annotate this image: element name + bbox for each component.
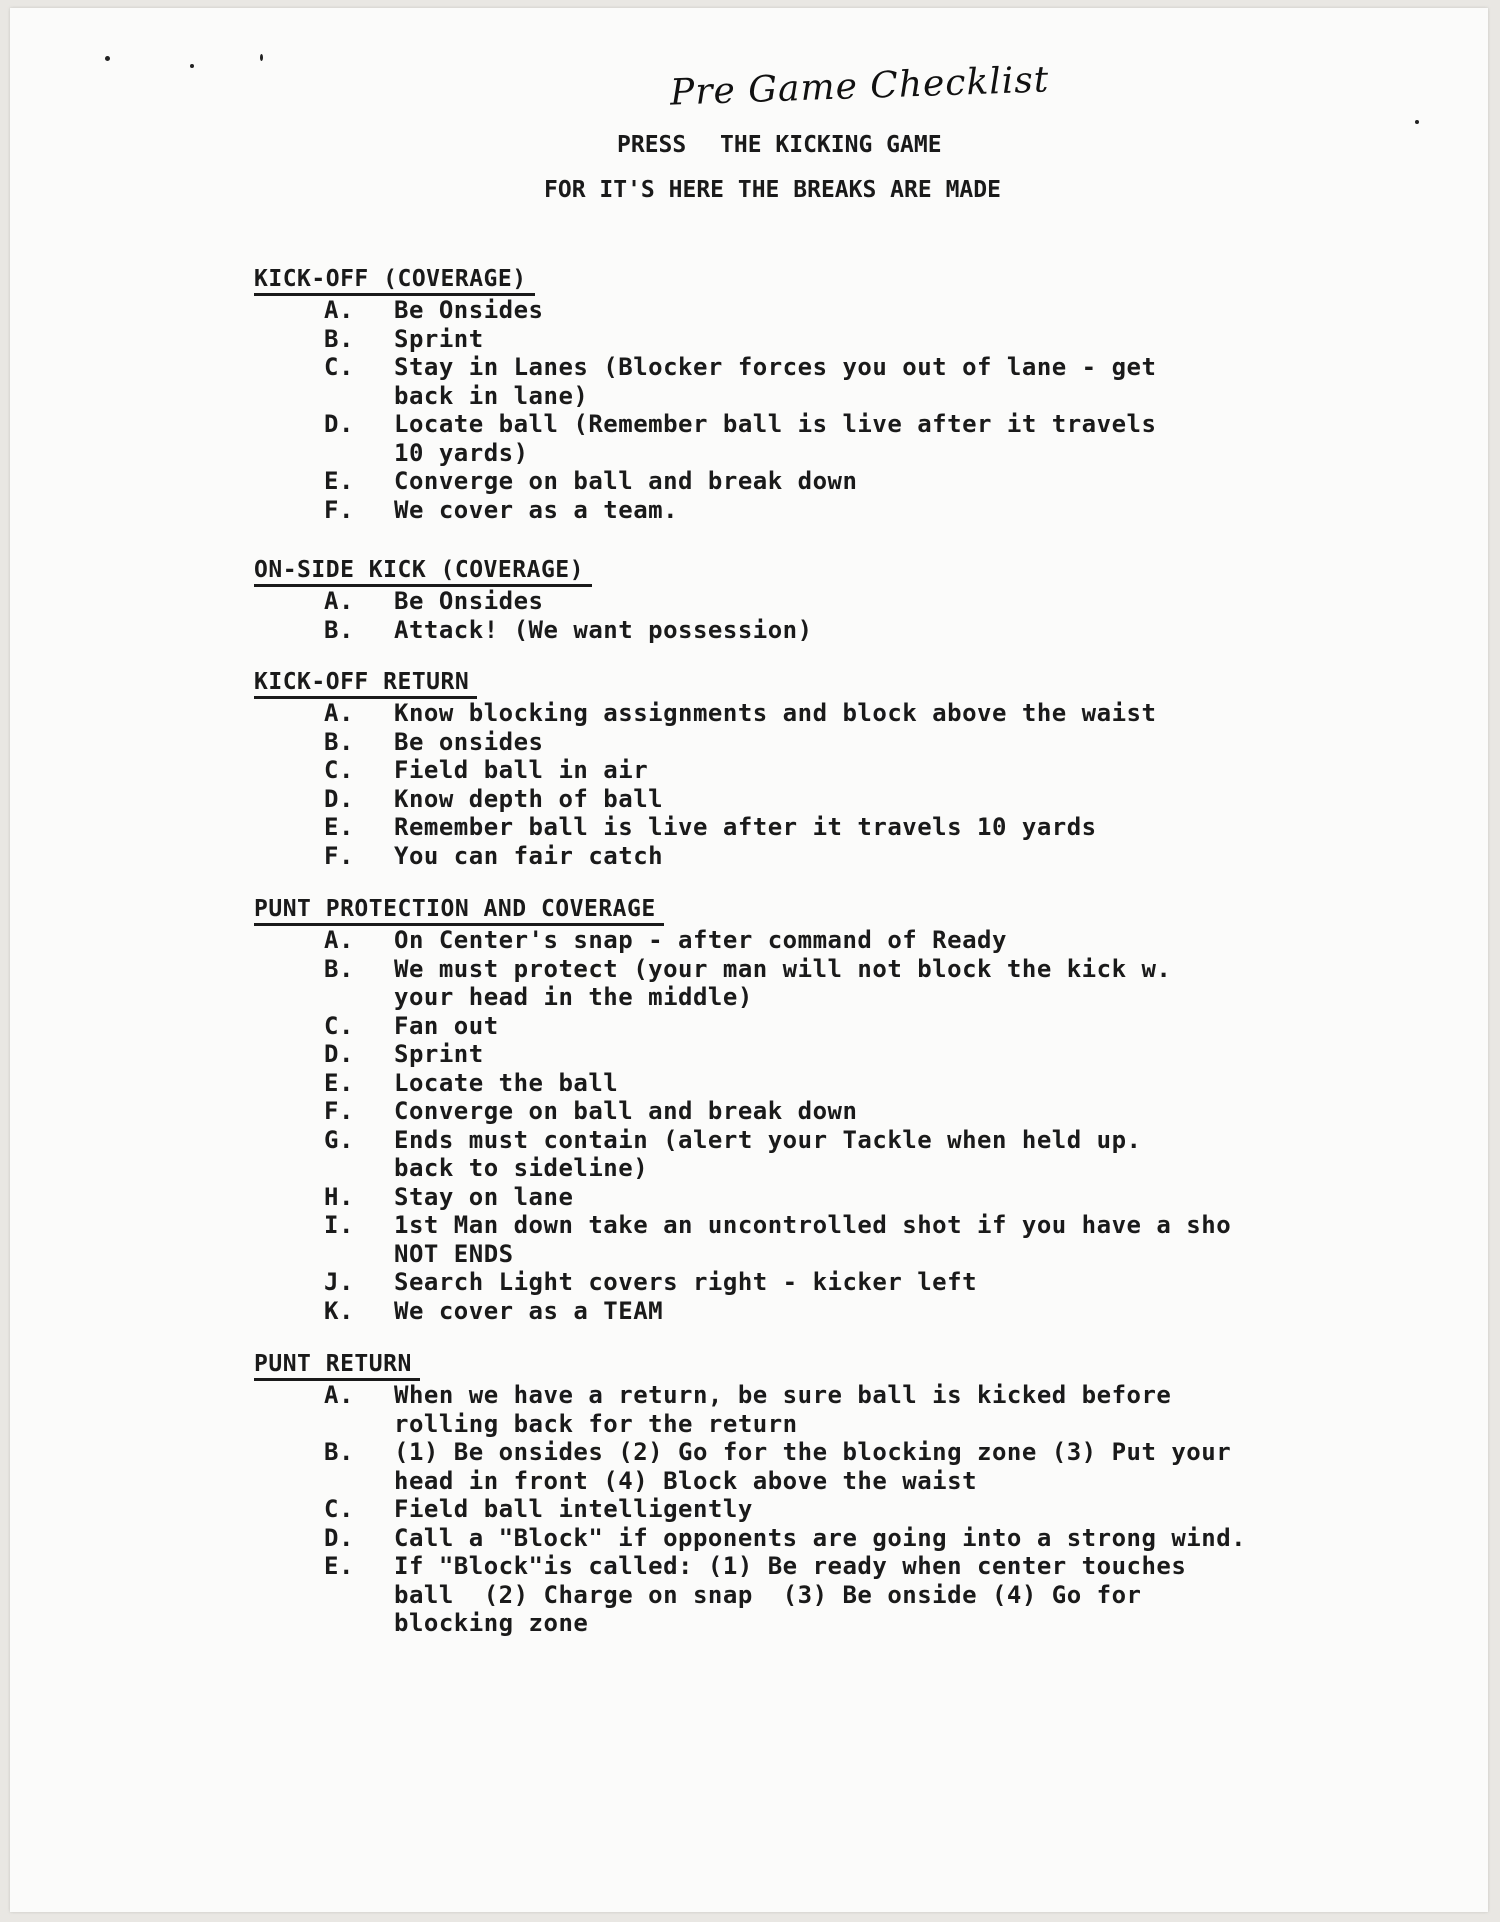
item-text: When we have a return, be sure ball is kicked before rolling back for the return bbox=[394, 1381, 1172, 1438]
checklist-item bbox=[254, 842, 1344, 871]
item-text: Converge on ball and break down bbox=[394, 467, 858, 495]
item-text: Be Onsides bbox=[394, 296, 544, 324]
item-text: Search Light covers right - kicker left bbox=[394, 1268, 978, 1296]
checklist-item bbox=[254, 616, 1344, 645]
checklist-item bbox=[254, 325, 1344, 354]
item-text: Fan out bbox=[394, 1011, 499, 1040]
section-heading: ON-SIDE KICK (COVERAGE) bbox=[254, 556, 592, 587]
item-letter: B. bbox=[324, 727, 354, 756]
item-letter: E. bbox=[324, 467, 354, 495]
item-text: Know depth of ball bbox=[394, 784, 664, 813]
item-letter: E. bbox=[324, 1068, 354, 1097]
item-text: If "Block"is called: (1) Be ready when center touches ball (2) Charge on snap (3) Be onside (4) Go for blocking zone bbox=[394, 1552, 1187, 1637]
section-on-side-kick-coverage bbox=[254, 556, 1344, 644]
section-kick-off-return bbox=[254, 668, 1344, 870]
item-text: Locate the ball bbox=[394, 1068, 619, 1097]
item-letter: C. bbox=[324, 756, 354, 784]
item-letter: H. bbox=[324, 1182, 354, 1211]
item-text: Call a "Block" if opponents are going into a strong wind. bbox=[394, 1523, 1247, 1552]
title-line-2: FOR IT'S HERE THE BREAKS ARE MADE bbox=[544, 177, 1001, 203]
checklist-item bbox=[254, 1211, 1344, 1268]
item-text: (1) Be onsides (2) Go for the blocking zone (3) Put your head in front (4) Block above the waist bbox=[394, 1438, 1232, 1495]
item-text: Know blocking assignments and block above the waist bbox=[394, 699, 1157, 727]
checklist-item bbox=[254, 1297, 1344, 1326]
checklist-item bbox=[254, 1183, 1344, 1212]
item-text: Stay in Lanes (Blocker forces you out of lane - get back in lane) bbox=[394, 353, 1157, 410]
item-letter: F. bbox=[324, 841, 354, 870]
item-text: 1st Man down take an uncontrolled shot if you have a sho NOT ENDS bbox=[394, 1211, 1232, 1268]
checklist-item bbox=[254, 955, 1344, 1012]
item-text: We cover as a team. bbox=[394, 495, 679, 524]
item-letter: E. bbox=[324, 813, 354, 841]
item-letter: B. bbox=[324, 954, 354, 983]
checklist-item bbox=[254, 926, 1344, 955]
section-heading: PUNT RETURN bbox=[254, 1350, 420, 1381]
item-letter: B. bbox=[324, 1438, 354, 1466]
checklist-item bbox=[254, 296, 1344, 325]
item-text: We cover as a TEAM bbox=[394, 1296, 664, 1325]
title-line-1: THE KICKING GAME bbox=[720, 132, 942, 158]
item-letter: D. bbox=[324, 1523, 354, 1552]
item-text: You can fair catch bbox=[394, 841, 664, 870]
checklist-item bbox=[254, 587, 1344, 616]
item-text: Attack! (We want possession) bbox=[394, 615, 813, 644]
checklist-item bbox=[254, 699, 1344, 728]
stray-mark bbox=[260, 54, 263, 61]
item-letter: G. bbox=[324, 1125, 354, 1154]
item-text: We must protect (your man will not block the kick w. your head in the middle) bbox=[394, 954, 1172, 1011]
item-letter: J. bbox=[324, 1268, 354, 1296]
item-letter: A. bbox=[324, 587, 354, 615]
checklist bbox=[254, 587, 1344, 644]
checklist-item bbox=[254, 353, 1344, 410]
item-letter: D. bbox=[324, 784, 354, 813]
item-letter: A. bbox=[324, 699, 354, 727]
checklist bbox=[254, 699, 1344, 870]
item-text: Field ball intelligently bbox=[394, 1495, 753, 1523]
item-letter: C. bbox=[324, 353, 354, 381]
checklist-item bbox=[254, 496, 1344, 525]
item-letter: B. bbox=[324, 615, 354, 644]
item-letter: F. bbox=[324, 495, 354, 524]
checklist bbox=[254, 296, 1344, 524]
item-letter: A. bbox=[324, 296, 354, 324]
stray-mark bbox=[1415, 120, 1419, 124]
checklist-item bbox=[254, 1552, 1344, 1638]
checklist-item bbox=[254, 1012, 1344, 1041]
section-punt-return bbox=[254, 1350, 1344, 1638]
item-letter: C. bbox=[324, 1495, 354, 1523]
checklist-item bbox=[254, 1268, 1344, 1297]
section-heading: PUNT PROTECTION AND COVERAGE bbox=[254, 895, 664, 926]
checklist-item bbox=[254, 467, 1344, 496]
item-text: Stay on lane bbox=[394, 1182, 574, 1211]
checklist-item bbox=[254, 785, 1344, 814]
item-text: Converge on ball and break down bbox=[394, 1097, 858, 1125]
item-text: Sprint bbox=[394, 1040, 484, 1068]
item-letter: A. bbox=[324, 1381, 354, 1409]
handwritten-title: Pre Game Checklist bbox=[669, 59, 1050, 114]
item-letter: E. bbox=[324, 1552, 354, 1580]
checklist-item bbox=[254, 1040, 1344, 1069]
checklist-item bbox=[254, 1438, 1344, 1495]
item-text: Field ball in air bbox=[394, 756, 649, 784]
section-heading: KICK-OFF RETURN bbox=[254, 668, 477, 699]
item-letter: K. bbox=[324, 1296, 354, 1325]
section-kick-off-coverage bbox=[254, 265, 1344, 524]
item-letter: C. bbox=[324, 1011, 354, 1040]
item-letter: D. bbox=[324, 1040, 354, 1068]
checklist-item bbox=[254, 410, 1344, 467]
stray-mark bbox=[105, 56, 110, 61]
item-text: Remember ball is live after it travels 10 yards bbox=[394, 813, 1097, 841]
item-text: On Center's snap - after command of Ready bbox=[394, 926, 1007, 954]
checklist-item bbox=[254, 756, 1344, 785]
checklist-item bbox=[254, 1069, 1344, 1098]
item-letter: A. bbox=[324, 926, 354, 954]
item-text: Locate ball (Remember ball is live after it travels 10 yards) bbox=[394, 410, 1157, 467]
checklist bbox=[254, 926, 1344, 1325]
item-text: Ends must contain (alert your Tackle when held up. back to sideline) bbox=[394, 1125, 1142, 1182]
title-line-1-prefix: PRESS bbox=[617, 132, 687, 158]
checklist bbox=[254, 1381, 1344, 1638]
checklist-item bbox=[254, 728, 1344, 757]
checklist-item bbox=[254, 1524, 1344, 1553]
item-letter: D. bbox=[324, 410, 354, 438]
section-heading: KICK-OFF (COVERAGE) bbox=[254, 265, 535, 296]
item-text: Be Onsides bbox=[394, 587, 544, 615]
checklist-item bbox=[254, 1126, 1344, 1183]
item-letter: I. bbox=[324, 1211, 354, 1239]
item-text: Sprint bbox=[394, 324, 484, 353]
checklist-item bbox=[254, 813, 1344, 842]
checklist-item bbox=[254, 1381, 1344, 1438]
item-letter: B. bbox=[324, 324, 354, 353]
item-text: Be onsides bbox=[394, 727, 544, 756]
checklist-item bbox=[254, 1097, 1344, 1126]
item-letter: F. bbox=[324, 1097, 354, 1125]
document-page bbox=[10, 8, 1488, 1912]
section-punt-protection-and-coverage bbox=[254, 895, 1344, 1325]
checklist-item bbox=[254, 1495, 1344, 1524]
stray-mark bbox=[190, 64, 194, 68]
